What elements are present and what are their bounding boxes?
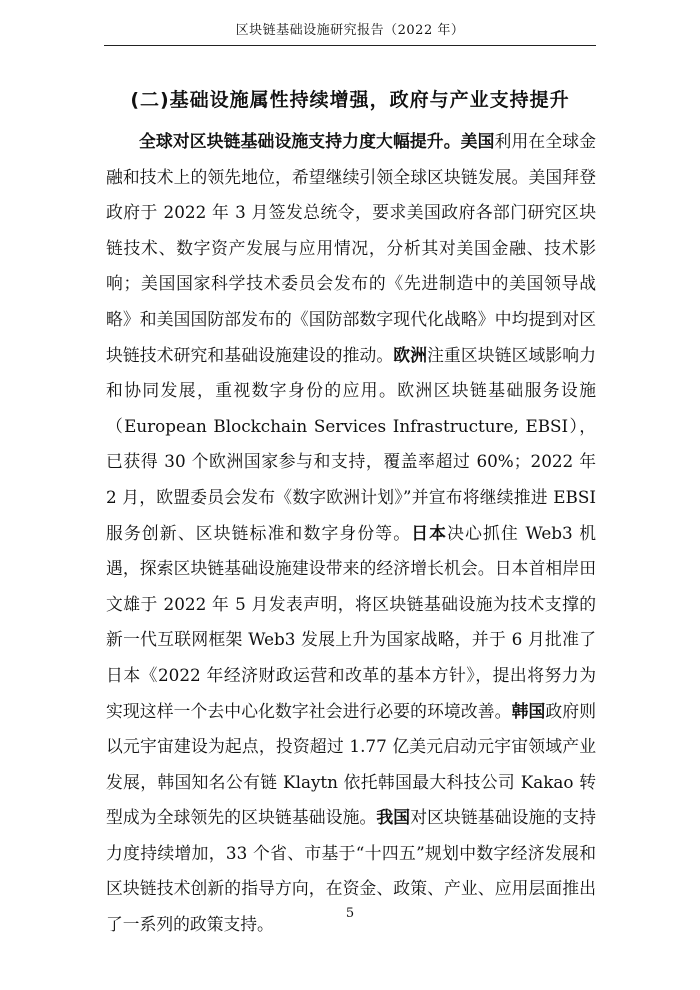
text-china: 对区块链基础设施的支持力度持续增加，33 个省、市基于“十四五”规划中数字经济发展和区块链技术创新的指导方向，在资金、政策、产业、应用层面推出了一系列的政策支持。 xyxy=(106,807,596,935)
keyword-europe: 欧洲 xyxy=(393,344,428,365)
lead-sentence: 全球对区块链基础设施支持力度大幅提升。 xyxy=(139,131,461,151)
text-korea: 政府则以元宇宙建设为起点，投资超过 1.77 亿美元启动元宇宙领域产业发展，韩国知名公有链 Klaytn 依托韩国最大科技公司 Kakao 转型成为全球领先的区块链基础设施。 xyxy=(106,700,596,828)
keyword-usa: 美国 xyxy=(460,131,495,151)
section-title: (二)基础设施属性持续增强，政府与产业支持提升 xyxy=(130,89,570,111)
keyword-korea: 韩国 xyxy=(511,700,546,721)
keyword-japan: 日本 xyxy=(411,522,448,543)
keyword-china: 我国 xyxy=(376,807,411,828)
text-europe: 注重区块链区域影响力和协同发展，重视数字身份的应用。欧洲区块链基础服务设施（European Blockchain Services Infrastructure, EBSI），已获得 30 个欧洲国家参与和支持，覆盖率超过 60%；2022 年 2 月，欧盟委员会发布《数字欧洲计划》”并宣布将继续推进 EBSI 服务创新、区块链标准和数字身份等。 xyxy=(106,344,596,543)
text-japan: 决心抓住 Web3 机遇，探索区块链基础设施建设带来的经济增长机会。日本首相岸田文雄于 2022 年 5 月发表声明，将区块链基础设施为技术支撑的新一代互联网框架 Web3 发展上升为国家战略，并于 6 月批准了日本《2022 年经济财政运营和改革的基本方针》，提出将努力为实现这样一个去中心化数字社会进行必要的环境改善。 xyxy=(106,522,596,721)
page-number: 5 xyxy=(345,906,355,921)
header-rule xyxy=(104,45,596,46)
text-usa: 利用在全球金融和技术上的领先地位，希望继续引领全球区块链发展。美国拜登政府于 2022 年 3 月签发总统令，要求美国政府各部门研究区块链技术、数字资产发展与应用情况，分析其对美国金融、技术影响；美国国家科学技术委员会发布的《先进制造中的美国领导战略》和美国国防部发布的《国防部数字现代化战略》中均提到对区块链技术研究和基础设施建设的推动。 xyxy=(106,131,596,365)
running-header: 区块链基础设施研究报告（2022 年） xyxy=(235,23,465,38)
body-paragraph xyxy=(106,124,596,943)
